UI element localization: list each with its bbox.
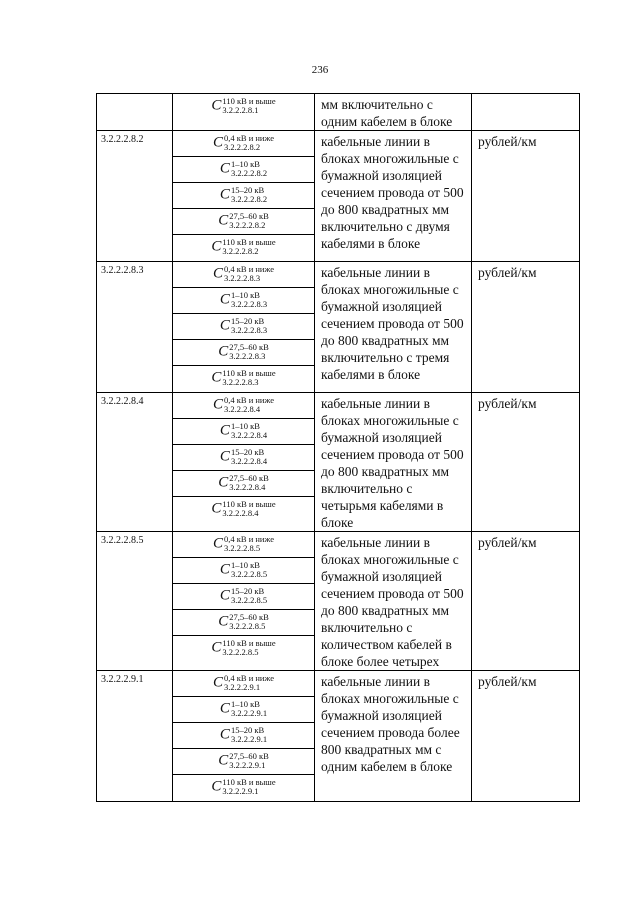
formula-subscript: 3.2.2.2.8.1: [222, 104, 259, 115]
formula: [220, 317, 267, 335]
formula-item: [173, 532, 314, 558]
formula-item: [173, 262, 314, 288]
page-number: 236: [311, 64, 329, 76]
formula-symbol: C: [219, 587, 230, 603]
formula-symbol: C: [219, 317, 230, 333]
formula-symbol: C: [211, 778, 222, 794]
unit-cell: рублей/км: [472, 532, 580, 671]
formula: [218, 613, 269, 631]
formula: [213, 674, 274, 692]
formula-cell: [173, 94, 315, 131]
formula: [220, 700, 267, 718]
formula: [220, 422, 267, 440]
formula-item: [173, 366, 314, 392]
formula-symbol: C: [219, 561, 230, 577]
formula-voltage: 0,4 кВ и ниже: [224, 672, 274, 683]
formula-symbol: C: [219, 422, 230, 438]
formula-voltage: 1–10 кВ: [230, 559, 260, 570]
formula-cell: [173, 671, 315, 802]
formula-item: [173, 497, 314, 523]
formula-voltage: 0,4 кВ и ниже: [224, 394, 274, 405]
formula-item: [173, 671, 314, 697]
formula-voltage: 27,5–60 кВ: [229, 750, 269, 761]
formula-item: [173, 288, 314, 314]
formula-subscript: 3.2.2.2.8.2: [222, 245, 259, 256]
formula-symbol: C: [219, 291, 230, 307]
formula-subscript: 3.2.2.2.8.4: [229, 481, 266, 492]
unit-cell: рублей/км: [472, 393, 580, 532]
formula-subscript: 3.2.2.2.9.1: [222, 785, 259, 796]
formula: [211, 97, 275, 115]
formula-symbol: C: [211, 97, 222, 113]
unit-cell: [472, 94, 580, 131]
formula-subscript: 3.2.2.2.8.2: [224, 141, 261, 152]
formula-subscript: 3.2.2.2.8.3: [230, 298, 268, 309]
formula-symbol: C: [213, 674, 224, 690]
formula-subscript: 3.2.2.2.9.1: [224, 681, 261, 692]
formula-item: [173, 558, 314, 584]
formula-subscript: 3.2.2.2.8.2: [230, 167, 268, 178]
formula-item: [173, 183, 314, 209]
code-cell: 3.2.2.2.8.2: [97, 131, 173, 262]
formula-symbol: C: [218, 343, 229, 359]
formula-voltage: 15–20 кВ: [230, 724, 265, 735]
formula: [211, 778, 275, 796]
formula-symbol: C: [218, 613, 229, 629]
formula: [218, 343, 269, 361]
unit-cell: рублей/км: [472, 262, 580, 393]
description-cell: кабельные линии в блоках многожильные с бумажной изоляцией сечением провода от 500 до 800 квадратных мм включительно с тремя кабелями в блоке: [315, 262, 472, 393]
code-cell: 3.2.2.2.8.4: [97, 393, 173, 532]
formula-symbol: C: [213, 396, 224, 412]
table-row: [97, 131, 580, 262]
formula-subscript: 3.2.2.2.8.4: [222, 507, 259, 518]
table-row-continuation: [97, 94, 580, 131]
formula-subscript: 3.2.2.2.8.4: [224, 403, 261, 414]
formula-subscript: 3.2.2.2.8.5: [230, 568, 268, 579]
formula-subscript: 3.2.2.2.8.2: [230, 193, 268, 204]
formula-symbol: C: [211, 238, 222, 254]
formula-subscript: 3.2.2.2.8.4: [230, 455, 268, 466]
formula-voltage: 110 кВ и выше: [222, 776, 276, 787]
formula-symbol: C: [218, 474, 229, 490]
formula-item: [173, 471, 314, 497]
formula-symbol: C: [213, 134, 224, 150]
unit-cell: рублей/км: [472, 671, 580, 802]
formula: [220, 587, 267, 605]
formula-item: [173, 157, 314, 183]
formula-symbol: C: [219, 186, 230, 202]
formula-voltage: 0,4 кВ и ниже: [224, 533, 274, 544]
formula-subscript: 3.2.2.2.8.4: [230, 429, 268, 440]
formula-item: [173, 94, 314, 120]
formula: [211, 369, 275, 387]
formula: [220, 726, 267, 744]
formula-symbol: C: [211, 639, 222, 655]
formula: [211, 238, 275, 256]
code-cell: [97, 94, 173, 131]
formula-subscript: 3.2.2.2.8.5: [229, 620, 266, 631]
formula-item: [173, 636, 314, 662]
formula-cell: [173, 393, 315, 532]
formula-voltage: 110 кВ и выше: [222, 637, 276, 648]
formula-cell: [173, 262, 315, 393]
formula: [213, 396, 274, 414]
formula-symbol: C: [213, 535, 224, 551]
tariff-table-body: [97, 94, 580, 802]
formula-item: [173, 419, 314, 445]
formula-voltage: 1–10 кВ: [230, 289, 260, 300]
formula-subscript: 3.2.2.2.9.1: [229, 759, 266, 770]
formula-item: [173, 749, 314, 775]
formula: [211, 639, 275, 657]
formula-subscript: 3.2.2.2.8.2: [229, 219, 266, 230]
formula-subscript: 3.2.2.2.8.5: [224, 542, 261, 553]
formula-voltage: 110 кВ и выше: [222, 367, 276, 378]
table-row: [97, 393, 580, 532]
formula-item: [173, 697, 314, 723]
code-cell: 3.2.2.2.8.5: [97, 532, 173, 671]
formula-voltage: 0,4 кВ и ниже: [224, 132, 274, 143]
formula-voltage: 110 кВ и выше: [222, 498, 276, 509]
formula-subscript: 3.2.2.2.8.3: [229, 350, 266, 361]
description-cell: кабельные линии в блоках многожильные с бумажной изоляцией сечением провода от 500 до 800 квадратных мм включительно с четырьмя кабелями в блоке: [315, 393, 472, 532]
formula-voltage: 27,5–60 кВ: [229, 611, 269, 622]
description-cell: кабельные линии в блоках многожильные с бумажной изоляцией сечением провода от 500 до 800 квадратных мм включительно с количеством кабелей в блоке более четырех: [315, 532, 472, 671]
table-row: [97, 532, 580, 671]
formula-subscript: 3.2.2.2.8.3: [224, 272, 261, 283]
formula-item: [173, 610, 314, 636]
code-cell: 3.2.2.2.9.1: [97, 671, 173, 802]
formula: [218, 474, 269, 492]
formula-voltage: 27,5–60 кВ: [229, 472, 269, 483]
unit-cell: рублей/км: [472, 131, 580, 262]
formula-symbol: C: [218, 212, 229, 228]
formula-subscript: 3.2.2.2.9.1: [230, 707, 268, 718]
formula-voltage: 27,5–60 кВ: [229, 210, 269, 221]
formula-symbol: C: [213, 265, 224, 281]
formula-item: [173, 584, 314, 610]
formula-symbol: C: [211, 500, 222, 516]
formula: [213, 535, 274, 553]
formula-item: [173, 209, 314, 235]
code-cell: 3.2.2.2.8.3: [97, 262, 173, 393]
formula-cell: [173, 131, 315, 262]
formula: [211, 500, 275, 518]
formula-item: [173, 340, 314, 366]
description-cell: кабельные линии в блоках многожильные с бумажной изоляцией сечением провода более 800 квадратных мм с одним кабелем в блоке: [315, 671, 472, 802]
formula-symbol: C: [219, 448, 230, 464]
formula-voltage: 110 кВ и выше: [222, 236, 276, 247]
formula: [220, 561, 267, 579]
formula: [220, 186, 267, 204]
formula-item: [173, 314, 314, 340]
formula-symbol: C: [218, 752, 229, 768]
table-row: [97, 671, 580, 802]
formula-symbol: C: [219, 726, 230, 742]
formula-voltage: 15–20 кВ: [230, 315, 265, 326]
formula-voltage: 1–10 кВ: [230, 158, 260, 169]
tariff-table: [96, 93, 580, 802]
formula-subscript: 3.2.2.2.8.5: [230, 594, 268, 605]
formula: [220, 448, 267, 466]
table-row: [97, 262, 580, 393]
formula: [218, 752, 269, 770]
formula-item: [173, 775, 314, 801]
formula-subscript: 3.2.2.2.8.3: [222, 376, 259, 387]
formula-voltage: 27,5–60 кВ: [229, 341, 269, 352]
formula: [213, 134, 274, 152]
formula: [220, 160, 267, 178]
formula-subscript: 3.2.2.2.8.3: [230, 324, 268, 335]
formula-cell: [173, 532, 315, 671]
formula-voltage: 15–20 кВ: [230, 184, 265, 195]
formula-symbol: C: [219, 160, 230, 176]
formula-item: [173, 131, 314, 157]
formula-voltage: 15–20 кВ: [230, 446, 265, 457]
formula-voltage: 15–20 кВ: [230, 585, 265, 596]
formula-item: [173, 235, 314, 261]
formula-item: [173, 723, 314, 749]
formula-subscript: 3.2.2.2.9.1: [230, 733, 268, 744]
formula: [213, 265, 274, 283]
formula: [220, 291, 267, 309]
formula-voltage: 1–10 кВ: [230, 420, 260, 431]
formula-item: [173, 445, 314, 471]
formula-symbol: C: [211, 369, 222, 385]
formula: [218, 212, 269, 230]
formula-voltage: 110 кВ и выше: [222, 95, 276, 106]
formula-subscript: 3.2.2.2.8.5: [222, 646, 259, 657]
formula-voltage: 1–10 кВ: [230, 698, 260, 709]
formula-symbol: C: [219, 700, 230, 716]
description-cell: мм включительно с одним кабелем в блоке: [315, 94, 472, 131]
description-cell: кабельные линии в блоках многожильные с бумажной изоляцией сечением провода от 500 до 800 квадратных мм включительно с двумя кабелями в блоке: [315, 131, 472, 262]
formula-voltage: 0,4 кВ и ниже: [224, 263, 274, 274]
formula-item: [173, 393, 314, 419]
